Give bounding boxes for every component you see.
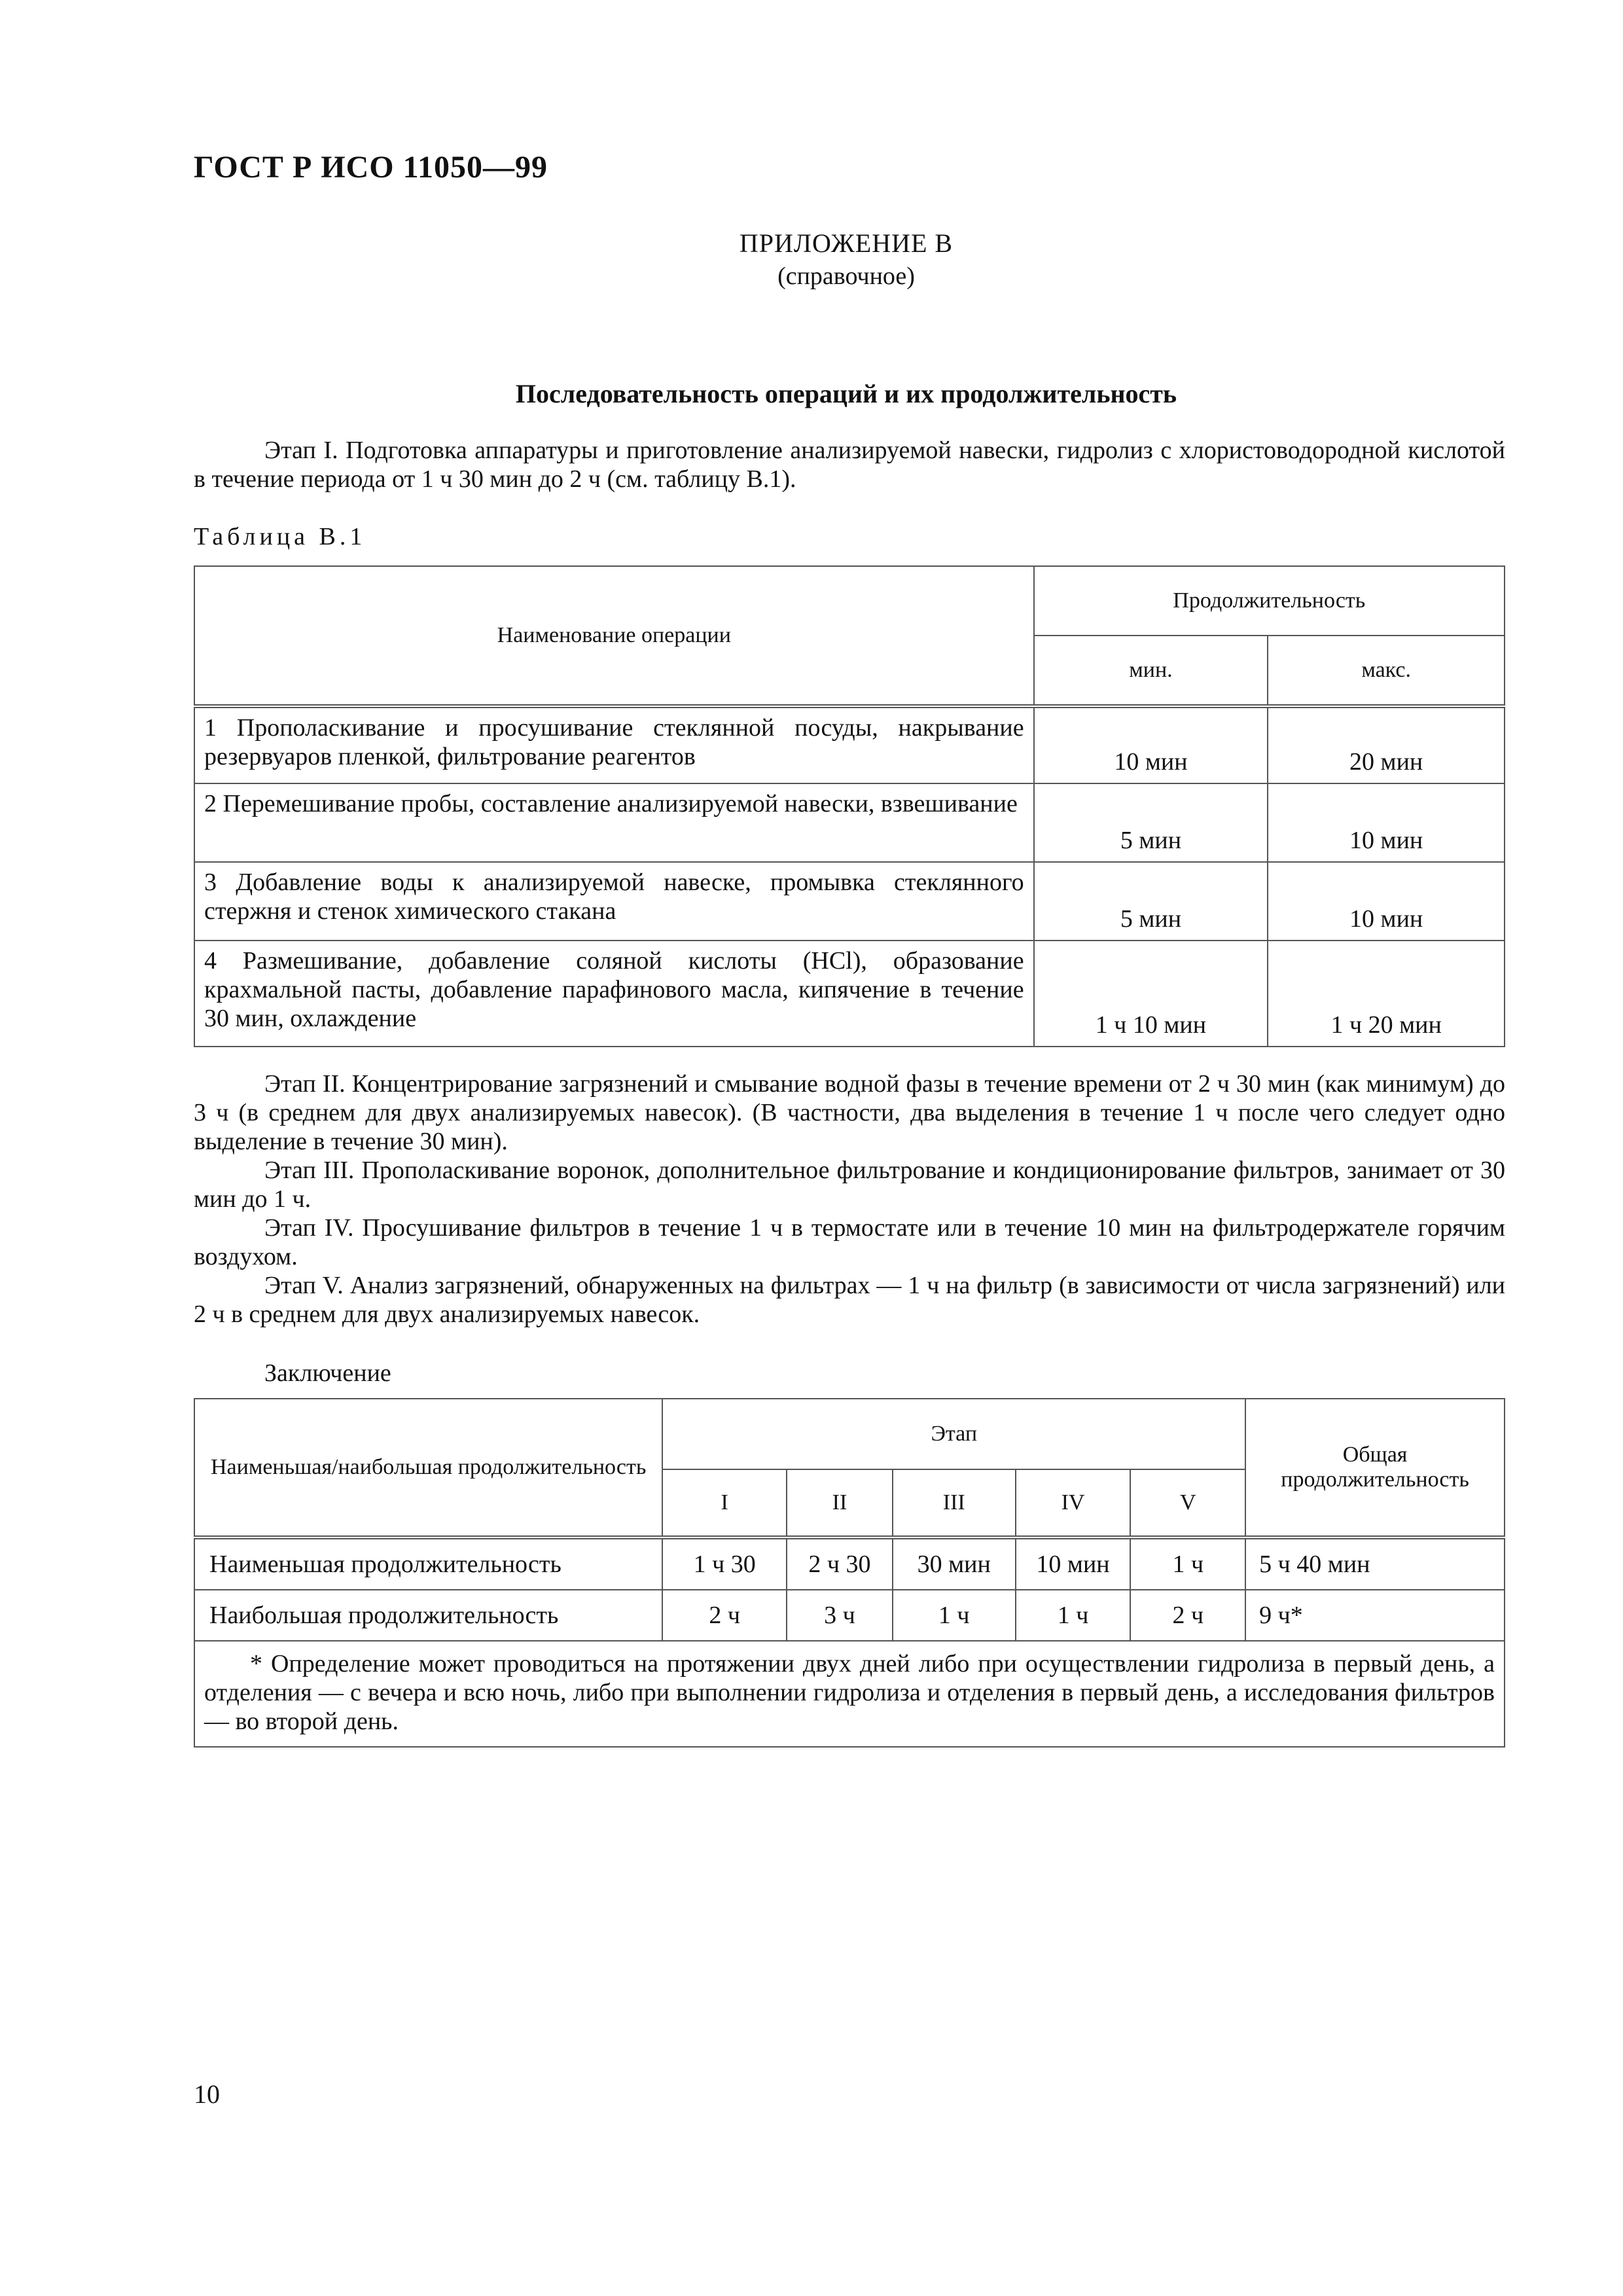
operation-name: 1 Прополаскивание и просушивание стеклянной посуды, накрывание резервуаров пленкой, фильтрование реагентов: [194, 706, 1034, 783]
table-row: [194, 862, 1505, 941]
footnote-text: * Определение может проводиться на протяжении двух дней либо при осуществлении гидролиза в первый день, а отделения — с вечера и всю ночь, либо при выполнении гидролиза и отделения в первый день, а исследования фильтров — во второй день.: [204, 1650, 1495, 1735]
stage-value: 1 ч: [1016, 1590, 1131, 1641]
stage-value: 30 мин: [893, 1537, 1016, 1590]
table-row: [194, 941, 1505, 1047]
stage-value: 3 ч: [787, 1590, 893, 1641]
page-number: 10: [194, 2079, 220, 2109]
stage-header-iii: III: [893, 1469, 1016, 1537]
stage-5-paragraph: [194, 1271, 1505, 1329]
col-header-total: Общая продолжительность: [1245, 1399, 1505, 1537]
stage-header-ii: II: [787, 1469, 893, 1537]
stage-value: 2 ч: [1130, 1590, 1245, 1641]
table-row: [194, 706, 1505, 783]
col-header-min: мин.: [1034, 636, 1268, 706]
table-row: [194, 783, 1505, 862]
duration-max: 1 ч 20 мин: [1268, 941, 1505, 1047]
row-label: Наименьшая продолжительность: [194, 1537, 662, 1590]
total-value: 5 ч 40 мин: [1245, 1537, 1505, 1590]
appendix-subtitle: (справочное): [777, 262, 915, 290]
stage-3-text: Этап III. Прополаскивание воронок, дополнительное фильтрование и кондиционирование фильтров, занимает от 30 мин до 1 ч.: [194, 1157, 1505, 1213]
conclusion-table: [194, 1398, 1505, 1748]
col-header-operation: Наименование операции: [194, 566, 1034, 706]
operation-name: 2 Перемешивание пробы, составление анализируемой навески, взвешивание: [194, 783, 1034, 862]
stage-value: 1 ч: [1130, 1537, 1245, 1590]
duration-max: 10 мин: [1268, 862, 1505, 941]
stage-4-text: Этап IV. Просушивание фильтров в течение 1 ч в термостате или в течение 10 мин на фильтродержателе горячим воздухом.: [194, 1214, 1505, 1270]
section-title: Последовательность операций и их продолжительность: [515, 379, 1177, 408]
col-header-duration-type: Наименьшая/наибольшая продолжительность: [194, 1399, 662, 1537]
stage-1-text: Этап I. Подготовка аппаратуры и приготовление анализируемой навески, гидролиз с хлористоводородной кислотой в течение периода от 1 ч 30 мин до 2 ч (см. таблицу В.1).: [194, 437, 1505, 493]
stage-1-paragraph: [194, 436, 1505, 493]
col-header-duration: Продолжительность: [1034, 566, 1505, 636]
table-b1: [194, 565, 1505, 1047]
col-header-max: макс.: [1268, 636, 1505, 706]
stage-value: 1 ч 30: [662, 1537, 787, 1590]
total-value: 9 ч*: [1245, 1590, 1505, 1641]
footnote-row: [194, 1641, 1505, 1747]
col-header-stage: Этап: [662, 1399, 1245, 1469]
duration-min: 10 мин: [1034, 706, 1268, 783]
duration-min: 5 мин: [1034, 783, 1268, 862]
conclusion-label: Заключение: [264, 1359, 391, 1387]
stage-header-i: I: [662, 1469, 787, 1537]
duration-min: 1 ч 10 мин: [1034, 941, 1268, 1047]
duration-min: 5 мин: [1034, 862, 1268, 941]
stage-2-text: Этап II. Концентрирование загрязнений и смывание водной фазы в течение времени от 2 ч 30 мин (как минимум) до 3 ч (в среднем для двух анализируемых навесок). (В частности, два выделения в течение 1 ч после чего следует одно выделение в течение 30 мин).: [194, 1070, 1505, 1155]
stage-header-iv: IV: [1016, 1469, 1131, 1537]
stage-value: 10 мин: [1016, 1537, 1131, 1590]
stage-header-v: V: [1130, 1469, 1245, 1537]
appendix-title: ПРИЛОЖЕНИЕ В: [739, 228, 954, 258]
stage-4-paragraph: [194, 1213, 1505, 1271]
operation-name: 4 Размешивание, добавление соляной кислоты (HCl), образование крахмальной пасты, добавление парафинового масла, кипячение в течение 30 мин, охлаждение: [194, 941, 1034, 1047]
footnote: [194, 1641, 1505, 1747]
stage-value: 1 ч: [893, 1590, 1016, 1641]
table-row: [194, 1537, 1505, 1590]
stage-2-paragraph: [194, 1069, 1505, 1156]
operation-name: 3 Добавление воды к анализируемой навеске, промывка стеклянного стержня и стенок химического стакана: [194, 862, 1034, 941]
duration-max: 20 мин: [1268, 706, 1505, 783]
stage-value: 2 ч: [662, 1590, 787, 1641]
row-label: Наибольшая продолжительность: [194, 1590, 662, 1641]
document-code: ГОСТ Р ИСО 11050—99: [194, 150, 548, 185]
stage-3-paragraph: [194, 1156, 1505, 1213]
table-b1-caption: Таблица В.1: [194, 523, 366, 550]
stage-value: 2 ч 30: [787, 1537, 893, 1590]
stage-5-text: Этап V. Анализ загрязнений, обнаруженных на фильтрах — 1 ч на фильтр (в зависимости от числа загрязнений) или 2 ч в среднем для двух анализируемых навесок.: [194, 1272, 1505, 1328]
duration-max: 10 мин: [1268, 783, 1505, 862]
table-row: [194, 1590, 1505, 1641]
